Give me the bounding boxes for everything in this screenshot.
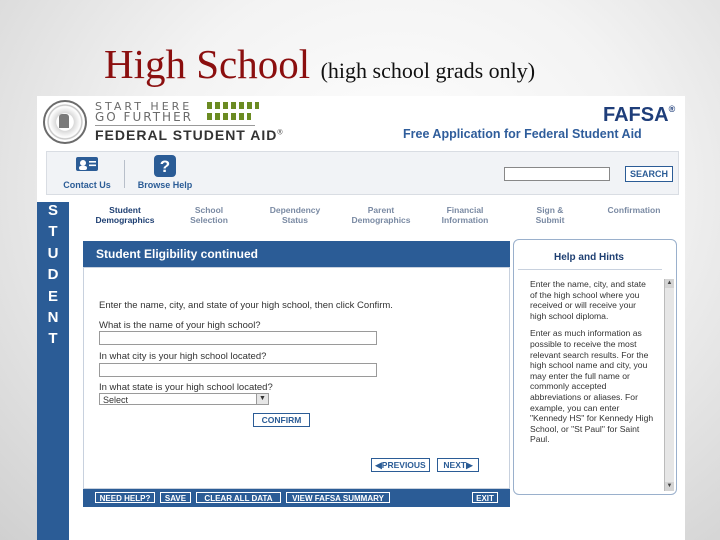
toolbar-divider (124, 160, 125, 188)
clear-all-data-button[interactable]: CLEAR ALL DATA (196, 492, 281, 503)
school-city-label: In what city is your high school located? (99, 351, 267, 362)
help-scrollbar[interactable] (664, 279, 674, 491)
slide-title (104, 40, 535, 88)
search-input[interactable] (504, 167, 610, 181)
select-arrow-icon[interactable]: ▼ (256, 394, 268, 404)
brand-start-here: START HERE (95, 100, 193, 113)
school-city-input[interactable] (99, 363, 377, 377)
site-header (37, 96, 685, 146)
search-button[interactable]: SEARCH (625, 166, 673, 182)
browse-help-label: Browse Help (137, 180, 193, 190)
slide-title-main: High School (104, 41, 311, 87)
help-paragraph: Enter the name, city, and state of the high school where you received or will receive your high school diploma. (530, 279, 646, 321)
browse-help-button[interactable] (129, 152, 201, 194)
brand-go-further: GO FURTHER (95, 110, 193, 124)
help-panel (513, 239, 677, 495)
step-school-selection[interactable]: School Selection (190, 205, 228, 225)
step-dependency-status[interactable]: Dependency Status (269, 205, 321, 225)
fafsa-subtitle: Free Application for Federal Student Aid (403, 127, 642, 141)
instruction-text: Enter the name, city, and state of your high school, then click Confirm. (99, 300, 393, 311)
next-button[interactable]: NEXT▶ (437, 458, 479, 472)
progress-steps (39, 202, 677, 228)
slide-title-subtitle: (high school grads only) (320, 58, 536, 83)
section-header: Student Eligibility continued (83, 241, 510, 267)
brand-federal-student-aid: FEDERAL STUDENT AID® (95, 127, 284, 143)
exit-button[interactable]: EXIT (472, 492, 498, 503)
sidebar-letter: T (48, 223, 58, 241)
step-student-demographics[interactable]: Student Demographics (85, 202, 165, 228)
bottom-action-bar (83, 489, 510, 507)
fafsa-logo[interactable]: FAFSA® (603, 104, 676, 126)
step-sign-submit[interactable]: Sign & Submit (535, 205, 565, 225)
sidebar-letter: N (47, 309, 59, 327)
contact-us-label: Contact Us (63, 180, 111, 190)
sidebar-letter: S (47, 202, 58, 219)
contact-us-button[interactable] (51, 152, 123, 194)
save-button[interactable]: SAVE (160, 492, 191, 503)
step-confirmation[interactable]: Confirmation (607, 205, 661, 215)
brand-dots-decoration (207, 102, 259, 109)
sidebar-letter: D (47, 266, 59, 284)
scroll-down-icon[interactable]: ▼ (666, 483, 673, 489)
brand-divider (95, 125, 255, 126)
step-parent-demographics[interactable]: Parent Demographics (351, 205, 411, 225)
previous-button[interactable]: ◀PREVIOUS (371, 458, 430, 472)
help-divider (518, 269, 662, 270)
scroll-up-icon[interactable]: ▲ (666, 280, 673, 286)
help-question-icon (153, 155, 177, 177)
school-name-input[interactable] (99, 331, 377, 345)
school-state-select[interactable] (99, 393, 269, 405)
svg-text:?: ? (159, 157, 171, 176)
need-help-button[interactable]: NEED HELP? (95, 492, 155, 503)
confirm-button[interactable]: CONFIRM (253, 413, 310, 427)
sidebar-letter: T (48, 330, 58, 348)
sidebar-letter: U (47, 244, 59, 262)
fafsa-screenshot (37, 96, 685, 540)
help-paragraph: Enter as much information as possible to receive the most relevant search results. For the high school name and city, you may enter the full name or commonly accepted abbreviations or aliases. For example, you can enter "Kennedy HS" for Kennedy High School, or "St Paul" for Saint Paul. (530, 328, 654, 445)
view-fafsa-summary-button[interactable]: VIEW FAFSA SUMMARY (286, 492, 390, 503)
help-text (530, 279, 654, 452)
contact-icon (75, 155, 99, 177)
toolbar (46, 151, 679, 195)
sidebar-letter: E (47, 287, 58, 305)
help-title: Help and Hints (553, 252, 624, 263)
school-name-label: What is the name of your high school? (99, 320, 261, 331)
school-state-value: Select (103, 395, 129, 405)
step-financial-information[interactable]: Financial Information (441, 205, 489, 225)
seal-icon (43, 100, 87, 144)
brand-dots-decoration (207, 113, 251, 120)
school-state-label: In what state is your high school located? (99, 382, 273, 393)
